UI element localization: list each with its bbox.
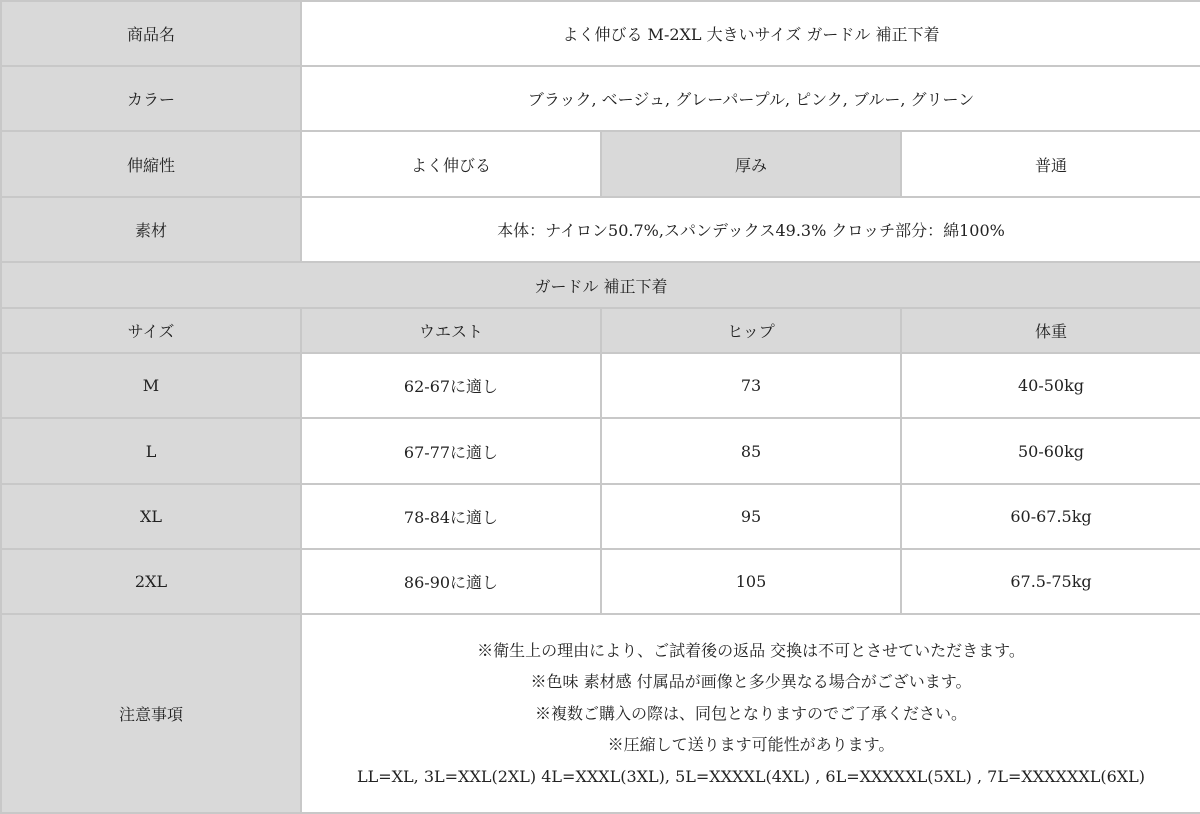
hip-cell: 85 xyxy=(601,418,901,484)
notes-row xyxy=(1,614,1200,813)
note-line: ※衛生上の理由により、ご試着後の返品 交換は不可とさせていただきます。 xyxy=(477,640,1025,660)
note-line: ※色味 素材感 付属品が画像と多少異なる場合がございます。 xyxy=(530,672,972,692)
size-conversion-note: LL=XL, 3L=XXL(2XL) 4L=XXXL(3XL), 5L=XXXXL(4XL) , 6L=XXXXXL(5XL) , 7L=XXXXXXL(6XL) xyxy=(357,766,1146,786)
size-header-hip: ヒップ xyxy=(601,308,901,353)
size-header-weight: 体重 xyxy=(901,308,1200,353)
notes-label: 注意事項 xyxy=(1,614,301,813)
size-table-title: ガードル 補正下着 xyxy=(1,262,1200,308)
size-cell: M xyxy=(1,353,301,418)
stretch-option-normal: 普通 xyxy=(901,131,1200,197)
stretch-option-high: よく伸びる xyxy=(301,131,601,197)
hip-cell: 105 xyxy=(601,549,901,614)
weight-cell: 50-60kg xyxy=(901,418,1200,484)
size-row-xl xyxy=(1,484,1200,549)
size-cell: XL xyxy=(1,484,301,549)
waist-cell: 86-90に適し xyxy=(301,549,601,614)
notes-content xyxy=(301,614,1200,813)
material-label: 素材 xyxy=(1,197,301,262)
weight-cell: 67.5-75kg xyxy=(901,549,1200,614)
weight-cell: 40-50kg xyxy=(901,353,1200,418)
material-row xyxy=(1,197,1200,262)
waist-cell: 78-84に適し xyxy=(301,484,601,549)
note-line: ※圧縮して送ります可能性があります。 xyxy=(607,735,895,755)
size-row-2xl xyxy=(1,549,1200,614)
color-row xyxy=(1,66,1200,131)
stretch-row xyxy=(1,131,1200,197)
note-line: ※複数ご購入の際は、同包となりますのでご了承ください。 xyxy=(535,703,968,723)
size-header-row xyxy=(1,308,1200,353)
size-header-size: サイズ xyxy=(1,308,301,353)
stretch-label: 伸縮性 xyxy=(1,131,301,197)
color-label: カラー xyxy=(1,66,301,131)
product-name-label: 商品名 xyxy=(1,1,301,66)
size-cell: L xyxy=(1,418,301,484)
product-name-value: よく伸びる M-2XL 大きいサイズ ガードル 補正下着 xyxy=(301,1,1200,66)
size-cell: 2XL xyxy=(1,549,301,614)
size-header-waist: ウエスト xyxy=(301,308,601,353)
hip-cell: 73 xyxy=(601,353,901,418)
weight-cell: 60-67.5kg xyxy=(901,484,1200,549)
waist-cell: 67-77に適し xyxy=(301,418,601,484)
material-value: 本体：ナイロン50.7%,スパンデックス49.3% クロッチ部分：綿100% xyxy=(301,197,1200,262)
product-name-row xyxy=(1,1,1200,66)
color-value: ブラック, ベージュ, グレーパープル, ピンク, ブルー, グリーン xyxy=(301,66,1200,131)
stretch-option-thickness: 厚み xyxy=(601,131,901,197)
hip-cell: 95 xyxy=(601,484,901,549)
size-table-title-row xyxy=(1,262,1200,308)
size-row-m xyxy=(1,353,1200,418)
size-row-l xyxy=(1,418,1200,484)
waist-cell: 62-67に適し xyxy=(301,353,601,418)
